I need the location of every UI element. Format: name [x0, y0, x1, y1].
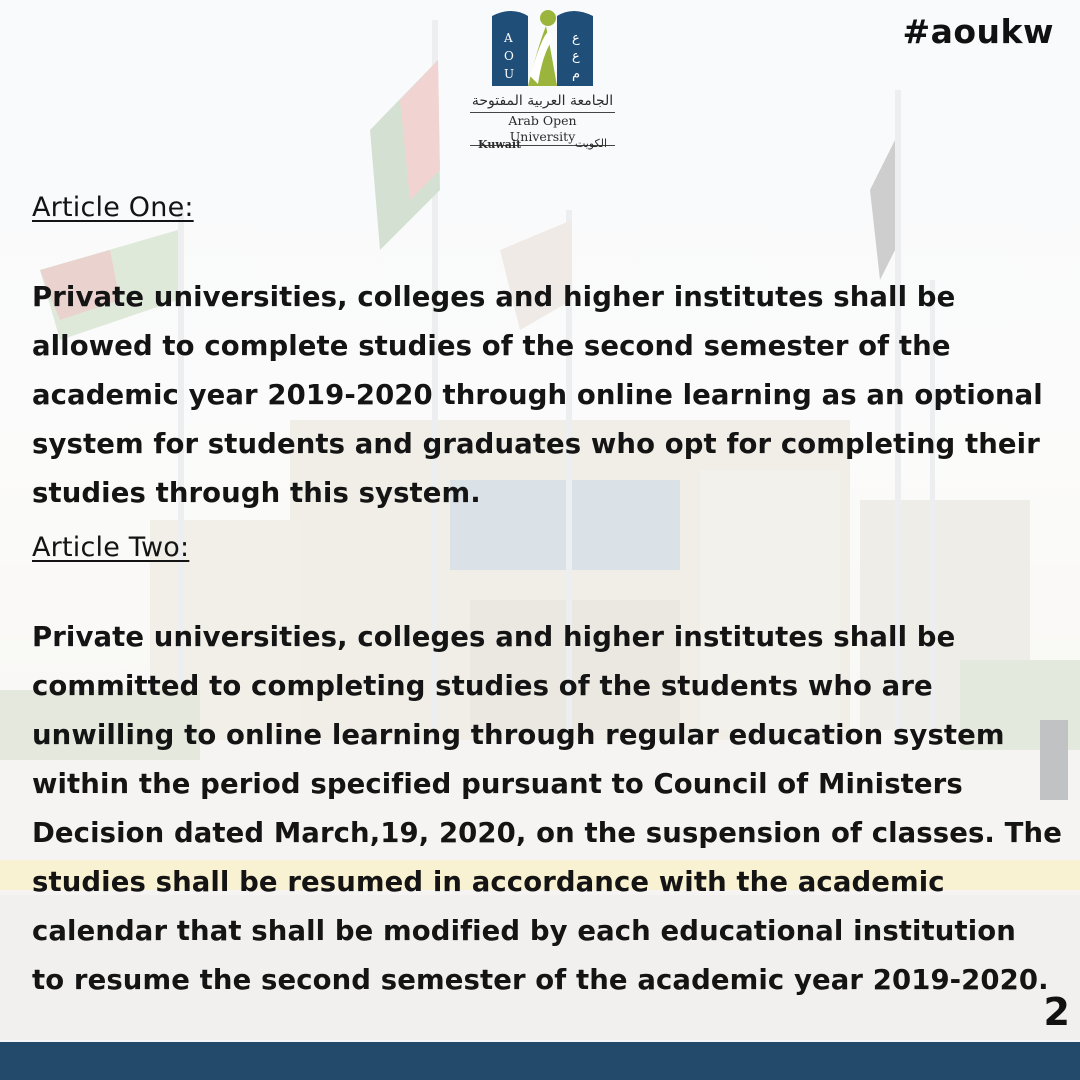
aou-logo	[470, 6, 615, 156]
articles-content	[32, 186, 1062, 1005]
logo-letter-ar-2: ع	[572, 49, 580, 64]
article-two-line: committed to completing studies of the students who are	[32, 670, 933, 702]
logo-letter-ar-1: ع	[572, 31, 580, 46]
article-two-line: calendar that shall be modified by each educational institution	[32, 915, 1016, 947]
logo-kuwait-arabic: الكويت	[574, 137, 607, 150]
logo-letter-o: O	[504, 49, 514, 63]
article-one-heading: Article One:	[32, 192, 194, 223]
logo-arabic-name: الجامعة العربية المفتوحة	[471, 93, 614, 109]
logo-letter-u: U	[504, 67, 515, 81]
footer-bar	[0, 1042, 1080, 1080]
article-two-line: Private universities, colleges and higher institutes shall be	[32, 621, 956, 653]
article-two-line: to resume the second semester of the academic year 2019-2020.	[32, 964, 1049, 996]
article-two-line: studies shall be resumed in accordance with the academic	[32, 866, 945, 898]
logo-letter-a: A	[504, 31, 513, 45]
hashtag: #aoukw	[902, 12, 1054, 51]
logo-english-name: Arab Open University	[470, 112, 615, 146]
article-one-line: system for students and graduates who opt for completing their	[32, 428, 1040, 460]
article-one-line: allowed to complete studies of the second semester of the	[32, 330, 951, 362]
article-two-line: unwilling to online learning through regular education system	[32, 719, 1005, 751]
article-two-line: within the period specified pursuant to Council of Ministers	[32, 768, 963, 800]
aou-emblem-icon	[490, 6, 595, 88]
article-one-line: Private universities, colleges and higher institutes shall be	[32, 281, 956, 313]
article-one-line: academic year 2019-2020 through online learning as an optional	[32, 379, 1043, 411]
article-one-line: studies through this system.	[32, 477, 481, 509]
article-one-body	[32, 273, 1062, 518]
page-number: 2	[1043, 990, 1070, 1034]
logo-kuwait-english: Kuwait	[478, 138, 522, 151]
article-two-line: Decision dated March,19, 2020, on the suspension of classes. The	[32, 817, 1062, 849]
article-two-body	[32, 613, 1062, 1005]
logo-letter-ar-3: م	[572, 67, 581, 82]
article-two-heading: Article Two:	[32, 532, 190, 563]
